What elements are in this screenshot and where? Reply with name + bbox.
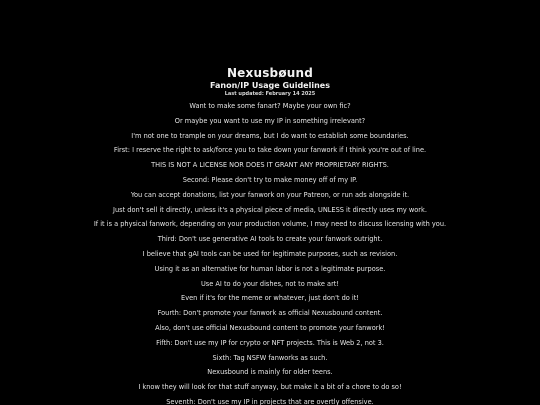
paragraph: Fourth: Don't promote your fanwork as official Nexusbound content.: [157, 309, 383, 318]
paragraph: I'm not one to trample on your dreams, but I do want to establish some boundaries.: [131, 131, 409, 140]
paragraph: You can accept donations, list your fanwork on your Patreon, or run ads alongside it.: [130, 190, 410, 199]
header: [0, 0, 540, 97]
paragraph: Even if it's for the meme or whatever, just don't do it!: [181, 294, 359, 303]
paragraph: Nexusbound is mainly for older teens.: [207, 368, 333, 377]
paragraph: I know they will look for that stuff anyway, but make it a bit of a chore to do so!: [138, 383, 402, 392]
paragraph: Fifth: Don't use my IP for crypto or NFT projects. This is Web 2, not 3.: [156, 338, 384, 347]
paragraph: Or maybe you want to use my IP in something irrelevant?: [174, 116, 366, 125]
site-title: Nexusbøund: [226, 66, 314, 80]
paragraph: Also, don't use official Nexusbound content to promote your fanwork!: [155, 323, 385, 332]
paragraph: THIS IS NOT A LICENSE NOR DOES IT GRANT ANY PROPRIETARY RIGHTS.: [151, 161, 389, 170]
paragraph: Want to make some fanart? Maybe your own fic?: [189, 102, 351, 110]
paragraph: Sixth: Tag NSFW fanworks as such.: [212, 353, 328, 362]
paragraph: Third: Don't use generative AI tools to create your fanwork outright.: [157, 235, 383, 244]
paragraph: Just don't sell it directly, unless it's a physical piece of media, UNLESS it directly uses my work.: [113, 205, 427, 214]
page-title: Fanon/IP Usage Guidelines: [210, 81, 330, 90]
last-updated: Last updated: February 14 2025: [224, 91, 316, 97]
paragraph: Second: Please don't try to make money off of my IP.: [182, 175, 358, 184]
paragraph: Seventh: Don't use my IP in projects that are overtly offensive.: [166, 397, 374, 405]
paragraph: Using it as an alternative for human labor is not a legitimate purpose.: [154, 264, 386, 273]
paragraph: If it is a physical fanwork, depending on your production volume, I may need to discuss licensing with you.: [93, 220, 447, 229]
paragraph: First: I reserve the right to ask/force you to take down your fanwork if I think you're out of line.: [113, 146, 427, 155]
paragraph: I believe that gAI tools can be used for legitimate purposes, such as revision.: [142, 249, 398, 258]
paragraph: Use AI to do your dishes, not to make art!: [200, 279, 340, 288]
guidelines-content: [0, 102, 540, 405]
